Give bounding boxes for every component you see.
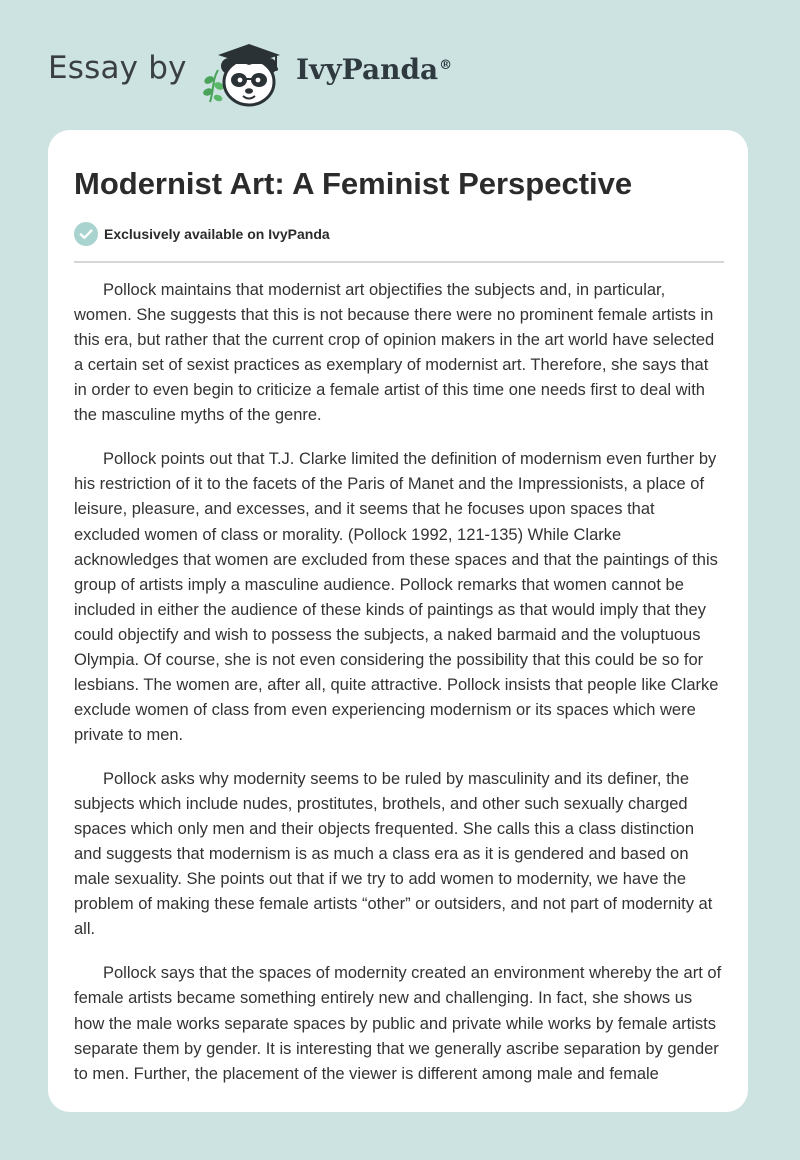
- essay-body: [74, 278, 722, 1106]
- panda-graduate-icon[interactable]: [200, 36, 296, 110]
- exclusive-badge: [74, 222, 330, 246]
- paragraph: Pollock says that the spaces of modernity created an environment whereby the art of female artists became something entirely new and challenging. In fact, she shows us how the male works separate spaces by public and private while works by female artists separate them by gender. It is interesting that we generally ascribe separation by gender to men. Further, the placement of the viewer is different among male and female: [74, 964, 722, 1083]
- paragraph: Pollock maintains that modernist art objectifies the subjects and, in particular, women. She suggests that this is not because there were no prominent female artists in this era, but rather that the current crop of opinion makers in the art world have selected a certain set of sexist practices as exemplary of modernist art. Therefore, she says that in order to even begin to criticize a female artist of this time one needs first to deal with the masculine myths of the genre.: [74, 281, 715, 425]
- essay-card: [48, 130, 748, 1112]
- brand-name[interactable]: IvyPanda®: [296, 53, 453, 86]
- title-divider: [74, 261, 724, 263]
- site-header: [0, 0, 800, 120]
- paragraph: Pollock points out that T.J. Clarke limited the definition of modernism even further by his restriction of it to the facets of the Paris of Manet and the Impressionists, a place of leisure, pleasure, and excesses, and it seems that he focuses upon spaces that excluded women of class or morality. (Pollock 1992, 121-135) While Clarke acknowledges that women are excluded from these spaces and that the paintings of this group of artists imply a masculine audience. Pollock remarks that women cannot be included in either the audience of these kinds of paintings as that would imply that they could objectify and wish to possess the subjects, a naked barmaid and the voluptuous Olympia. Of course, she is not even considering the possibility that this could be so for lesbians. The women are, after all, quite attractive. Pollock insists that people like Clarke exclude women of class from even experiencing modernism or its spaces which were private to men.: [74, 450, 719, 745]
- exclusive-badge-label: Exclusively available on IvyPanda: [104, 226, 330, 242]
- essay-by-label: Essay by: [48, 50, 187, 86]
- page-title: Modernist Art: A Feminist Perspective: [74, 166, 633, 201]
- registered-mark: ®: [439, 58, 453, 73]
- paragraph: Pollock asks why modernity seems to be ruled by masculinity and its definer, the subjects which include nudes, prostitutes, brothels, and other such sexually charged spaces which only men and their objects frequented. She calls this a class distinction and suggests that modernism is as much a class era as it is gendered and based on male sexuality. She points out that if we try to add women to modernity, we have the problem of making these female artists “other” or outsiders, and not part of modernity at all.: [74, 770, 713, 939]
- check-circle-icon: [74, 222, 98, 246]
